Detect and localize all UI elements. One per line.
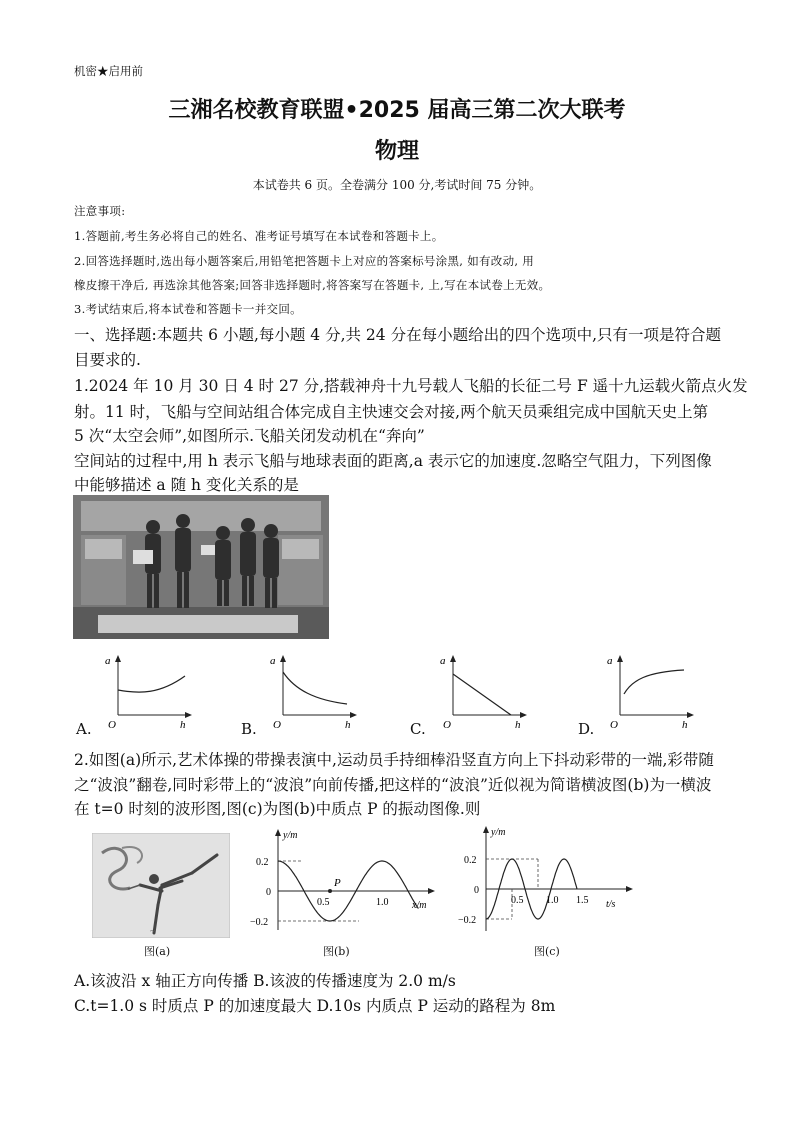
exam-info: 本试卷共 6 页。全卷满分 100 分,考试时间 75 分钟。 (252, 178, 542, 192)
option-c-graph (435, 650, 535, 730)
axis-x-label: h (180, 719, 186, 730)
note-item: 1.答题前,考生务必将自己的姓名、准考证号填写在本试卷和答题卡上。 (74, 229, 444, 243)
exam-title: 三湘名校教育联盟•2025 届高三第二次大联考 (168, 98, 626, 123)
option-a-label: A. (76, 720, 92, 738)
tick-label: 0.5 (317, 897, 330, 908)
q2-options-cd: C.t=1.0 s 时质点 P 的加速度最大 D.10s 内质点 P 运动的路程为 8m (74, 997, 556, 1015)
option-a-graph (100, 650, 200, 730)
origin-label: O (610, 719, 618, 730)
x-axis-label: t/s (606, 899, 616, 910)
tick-label: 0.2 (256, 857, 269, 868)
q2-text: 在 t=0 时刻的波形图,图(c)为图(b)中质点 P 的振动图像.则 (74, 800, 481, 818)
q1-text: 射。11 时，飞船与空间站组合体完成自主快速交会对接,两个航天员乘组完成中国航天史上第 (74, 403, 709, 421)
subject-title: 物理 (374, 139, 419, 164)
tick-label: −0.2 (250, 917, 269, 928)
tick-label: 1.0 (376, 897, 389, 908)
fig-c-caption: 图(c) (534, 945, 560, 958)
note-item: 橡皮擦干净后, 再选涂其他答案;回答非选择题时,将答案写在答题卡, 上,写在本试卷上无效。 (74, 278, 551, 292)
tick-label: 0.2 (464, 855, 477, 866)
q1-text: 1.2024 年 10 月 30 日 4 时 27 分,搭载神舟十九号载人飞船的长征二号 F 遥十九运载火箭点火发 (74, 377, 748, 395)
x-axis-label: x/m (412, 900, 427, 911)
option-d-label: D. (578, 720, 595, 738)
origin-label: O (108, 719, 116, 730)
note-item: 2.回答选择题时,选出每小题答案后,用铅笔把答题卡上对应的答案标号涂黑, 如有改动, 用 (74, 254, 535, 268)
notes-heading: 注意事项: (74, 204, 126, 218)
q1-text: 空间站的过程中,用 h 表示飞船与地球表面的距离,a 表示它的加速度.忽略空气阻力，下列图像 (74, 452, 712, 470)
tick-label: 0 (474, 885, 479, 896)
option-c-label: C. (410, 720, 426, 738)
section-instructions: 一、选择题:本题共 6 小题,每小题 4 分,共 24 分在每小题给出的四个选项中,只有一项是符合题 (74, 326, 722, 344)
tick-label: 1.0 (546, 895, 559, 906)
vibration-graph (454, 825, 639, 940)
axis-y-label: a (105, 655, 111, 667)
fig-b-caption: 图(b) (323, 945, 350, 958)
tick-label: 0 (266, 887, 271, 898)
gymnast-photo (92, 833, 230, 938)
q2-text: 2.如图(a)所示,艺术体操的带操表演中,运动员手持细棒沿竖直方向上下抖动彩带的一端,彩带随 (74, 751, 714, 769)
axis-x-label: h (682, 719, 688, 730)
axis-y-label: a (440, 655, 446, 667)
tick-label: −0.2 (458, 915, 477, 926)
y-axis-label: y/m (283, 830, 298, 841)
note-item: 3.考试结束后,将本试卷和答题卡一并交回。 (74, 302, 302, 316)
section-instructions: 目要求的. (74, 351, 141, 369)
svg-text:~: ~ (150, 926, 155, 936)
q1-text: 5 次“太空会师”,如图所示.飞船关闭发动机在“奔向” (74, 427, 425, 445)
secret-label: 机密★启用前 (74, 64, 143, 78)
point-p (328, 889, 332, 893)
q2-text: 之“波浪”翻卷,同时彩带上的“波浪”向前传播,把这样的“波浪”近似视为简谐横波图(b)为一横波 (74, 776, 712, 794)
option-b-graph (265, 650, 365, 730)
option-b-label: B. (241, 720, 257, 738)
axis-x-label: h (345, 719, 351, 730)
axis-y-label: a (270, 655, 276, 667)
axis-y-label: a (607, 655, 613, 667)
point-p-label: P (334, 877, 341, 889)
q2-options-ab: A.该波沿 x 轴正方向传播 B.该波的传播速度为 2.0 m/s (74, 972, 456, 990)
origin-label: O (443, 719, 451, 730)
tick-label: 0.5 (511, 895, 524, 906)
tick-label: 1.5 (576, 895, 589, 906)
axis-x-label: h (515, 719, 521, 730)
y-axis-label: y/m (491, 827, 506, 838)
q1-text: 中能够描述 a 随 h 变化关系的是 (74, 476, 299, 494)
space-station-photo (73, 495, 329, 639)
option-d-graph (602, 650, 702, 730)
wave-graph (248, 828, 438, 940)
origin-label: O (273, 719, 281, 730)
fig-a-caption: 图(a) (144, 945, 171, 958)
